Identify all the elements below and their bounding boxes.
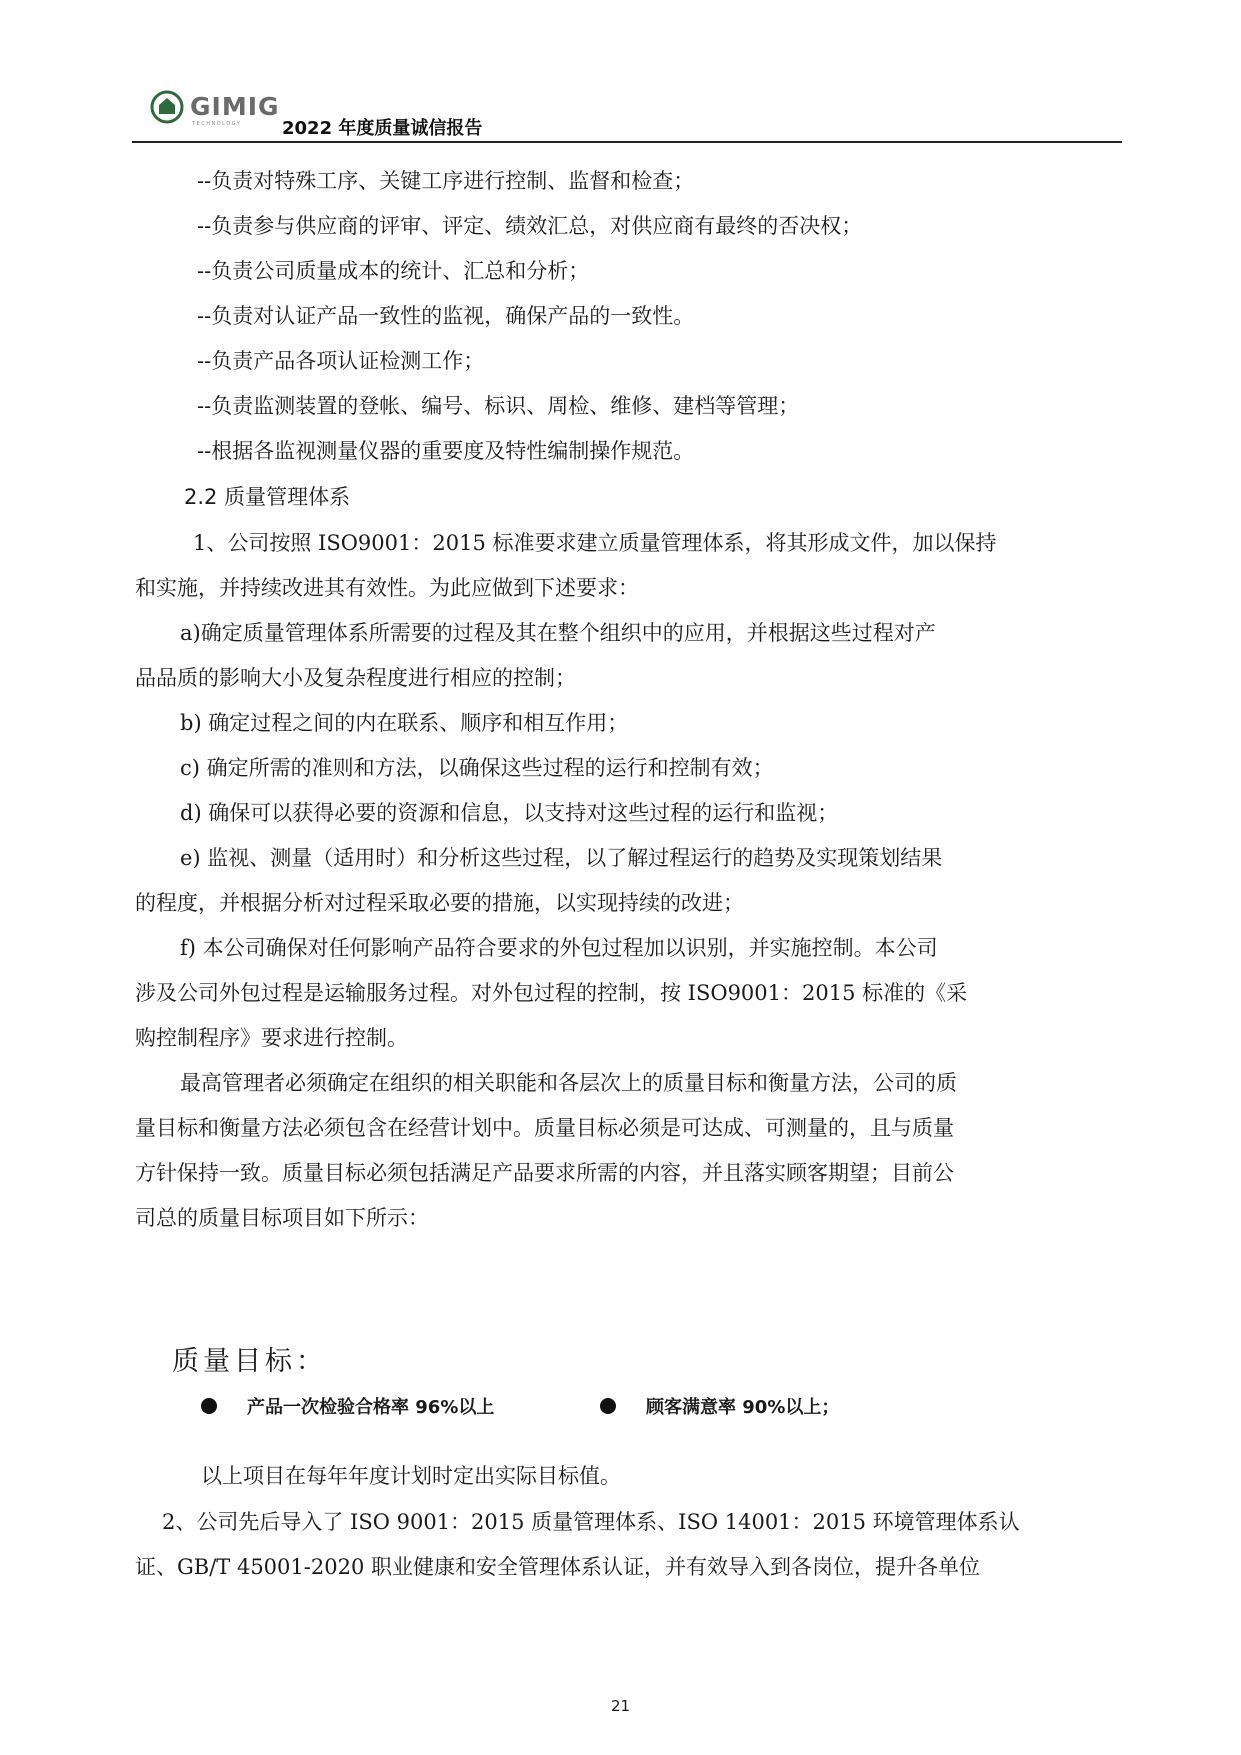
logo-subtext: TECHNOLOGY <box>192 121 242 127</box>
goal-title: 质量目标： <box>172 1346 327 1377</box>
page-header <box>132 90 1122 144</box>
text-line: 购控制程序》要求进行控制。 <box>135 1026 408 1050</box>
text-line: 和实施，并持续改进其有效性。为此应做到下述要求： <box>135 576 639 600</box>
goal-item <box>600 1395 839 1421</box>
text-line: b) 确定过程之间的内在联系、顺序和相互作用； <box>180 711 629 735</box>
section-heading: 2.2 质量管理体系 <box>184 485 351 509</box>
text-line: 量目标和衡量方法必须包含在经营计划中。质量目标必须是可达成、可测量的，且与质量 <box>135 1116 954 1140</box>
text-line: 品品质的影响大小及复杂程度进行相应的控制； <box>135 666 576 690</box>
text-line: a)确定质量管理体系所需要的过程及其在整个组织中的应用，并根据这些过程对产 <box>180 621 936 645</box>
report-title: 2022 年度质量诚信报告 <box>282 118 483 139</box>
bullet-icon <box>201 1398 217 1414</box>
text-line: --负责公司质量成本的统计、汇总和分析； <box>197 259 590 283</box>
text-line: c) 确定所需的准则和方法，以确保这些过程的运行和控制有效； <box>180 756 774 780</box>
text-line: --负责监测装置的登帐、编号、标识、周检、维修、建档等管理； <box>197 394 800 418</box>
text-line: 1、公司按照 ISO9001：2015 标准要求建立质量管理体系，将其形成文件，加以保持 <box>193 531 997 555</box>
goal-item <box>201 1395 494 1421</box>
text-line: 以上项目在每年年度计划时定出实际目标值。 <box>201 1464 621 1488</box>
text-line: d) 确保可以获得必要的资源和信息，以支持对这些过程的运行和监视； <box>180 801 839 825</box>
text-line: --根据各监视测量仪器的重要度及特性编制操作规范。 <box>197 439 695 463</box>
goal-text: 产品一次检验合格率 96%以上 <box>247 1397 495 1418</box>
header-divider <box>132 141 1122 143</box>
text-line: e) 监视、测量（适用时）和分析这些过程，以了解过程运行的趋势及实现策划结果 <box>180 846 943 870</box>
text-line: 最高管理者必须确定在组织的相关职能和各层次上的质量目标和衡量方法，公司的质 <box>180 1071 957 1095</box>
text-line: f) 本公司确保对任何影响产品符合要求的外包过程加以识别，并实施控制。本公司 <box>180 936 938 960</box>
text-line: --负责对认证产品一致性的监视，确保产品的一致性。 <box>197 304 695 328</box>
text-line: 的程度，并根据分析对过程采取必要的措施，以实现持续的改进； <box>135 891 744 915</box>
text-line: --负责产品各项认证检测工作； <box>197 349 485 373</box>
text-line: --负责对特殊工序、关键工序进行控制、监督和检查； <box>197 169 695 193</box>
text-line: 2、公司先后导入了 ISO 9001：2015 质量管理体系、ISO 14001：2015 环境管理体系认 <box>162 1510 1020 1534</box>
text-line: 方针保持一致。质量目标必须包括满足产品要求所需的内容，并且落实顾客期望；目前公 <box>135 1161 954 1185</box>
text-line: 涉及公司外包过程是运输服务过程。对外包过程的控制，按 ISO9001：2015 标准的《采 <box>135 981 968 1005</box>
bullet-icon <box>600 1398 616 1414</box>
text-line: 司总的质量目标项目如下所示： <box>135 1206 429 1230</box>
logo-icon <box>150 90 184 124</box>
page-number: 21 <box>610 1697 631 1715</box>
text-line: --负责参与供应商的评审、评定、绩效汇总，对供应商有最终的否决权； <box>197 214 863 238</box>
logo-text: GIMIG <box>190 92 280 121</box>
goal-text: 顾客满意率 90%以上； <box>646 1397 840 1418</box>
text-line: 证、GB/T 45001-2020 职业健康和安全管理体系认证，并有效导入到各岗位，提升各单位 <box>135 1555 980 1579</box>
